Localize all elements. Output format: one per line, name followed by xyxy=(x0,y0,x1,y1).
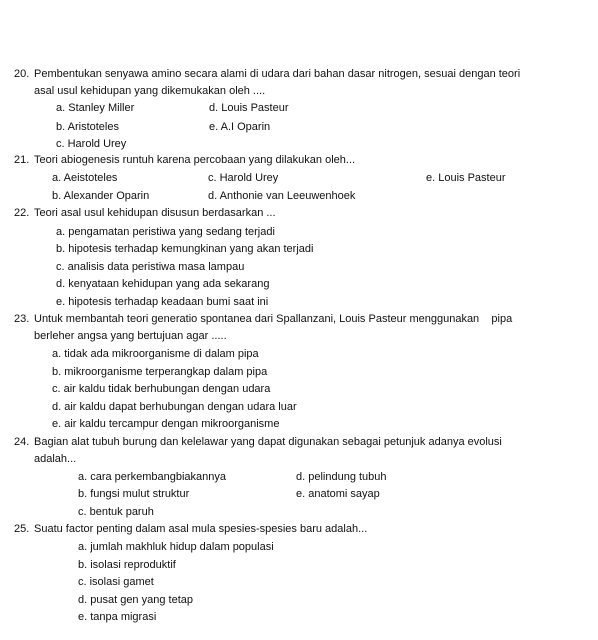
question-text: asal usul kehidupan yang dikemukakan oleh .... xyxy=(34,85,266,97)
option-b: b. isolasi reproduktif xyxy=(78,559,176,571)
option-e: e. A.I Oparin xyxy=(209,121,271,133)
option-c: c. air kaldu tidak berhubungan dengan udara xyxy=(52,383,271,395)
option-a: a. Stanley Miller xyxy=(56,102,135,114)
option-a: a. tidak ada mikroorganisme di dalam pipa xyxy=(52,348,259,360)
option-d: d. pelindung tubuh xyxy=(296,471,387,483)
question-number: 22. xyxy=(14,207,30,219)
option-d: d. pusat gen yang tetap xyxy=(78,594,193,606)
question-text: Untuk membantah teori generatio spontanea dari Spallanzani, Louis Pasteur menggunakan pipa xyxy=(34,313,513,325)
option-d: d. kenyataan kehidupan yang ada sekarang xyxy=(56,278,270,290)
option-b: b. hipotesis terhadap kemungkinan yang akan terjadi xyxy=(56,243,314,255)
question-number: 23. xyxy=(14,313,30,325)
option-c: c. Harold Urey xyxy=(208,172,279,184)
option-e: e. Louis Pasteur xyxy=(426,172,506,184)
question-text: Bagian alat tubuh burung dan kelelawar yang dapat digunakan sebagai petunjuk adanya evolusi xyxy=(34,436,502,448)
option-c: c. isolasi gamet xyxy=(78,576,154,588)
question-number: 20. xyxy=(14,68,30,80)
question-text: adalah... xyxy=(34,453,77,465)
option-b: b. mikroorganisme terperangkap dalam pipa xyxy=(52,366,268,378)
question-text: Pembentukan senyawa amino secara alami di udara dari bahan dasar nitrogen, sesuai dengan teori xyxy=(34,68,521,80)
option-a: a. pengamatan peristiwa yang sedang terjadi xyxy=(56,226,275,238)
option-d: d. Anthonie van Leeuwenhoek xyxy=(208,190,356,202)
question-number: 25. xyxy=(14,523,30,535)
option-a: a. Aeistoteles xyxy=(52,172,118,184)
question-text: Teori abiogenesis runtuh karena percobaan yang dilakukan oleh... xyxy=(34,154,356,166)
option-b: b. Aristoteles xyxy=(56,121,119,133)
option-c: c. Harold Urey xyxy=(56,138,127,150)
option-b: b. fungsi mulut struktur xyxy=(78,488,190,500)
question-text: berleher angsa yang bertujuan agar ..... xyxy=(34,330,227,342)
question-text: Teori asal usul kehidupan disusun berdasarkan ... xyxy=(34,207,276,219)
option-e: e. hipotesis terhadap keadaan bumi saat ini xyxy=(56,296,269,308)
option-a: a. cara perkembangbiakannya xyxy=(78,471,226,483)
option-a: a. jumlah makhluk hidup dalam populasi xyxy=(78,541,274,553)
option-c: c. analisis data peristiwa masa lampau xyxy=(56,261,245,273)
option-d: d. air kaldu dapat berhubungan dengan udara luar xyxy=(52,401,297,413)
option-b: b. Alexander Oparin xyxy=(52,190,150,202)
question-number: 24. xyxy=(14,436,30,448)
option-d: d. Louis Pasteur xyxy=(209,102,289,114)
option-e: e. tanpa migrasi xyxy=(78,611,157,623)
option-c: c. bentuk paruh xyxy=(78,506,154,518)
option-e: e. anatomi sayap xyxy=(296,488,380,500)
option-e: e. air kaldu tercampur dengan mikroorganisme xyxy=(52,418,280,430)
question-number: 21. xyxy=(14,154,30,166)
question-text: Suatu factor penting dalam asal mula spesies-spesies baru adalah... xyxy=(34,523,368,535)
